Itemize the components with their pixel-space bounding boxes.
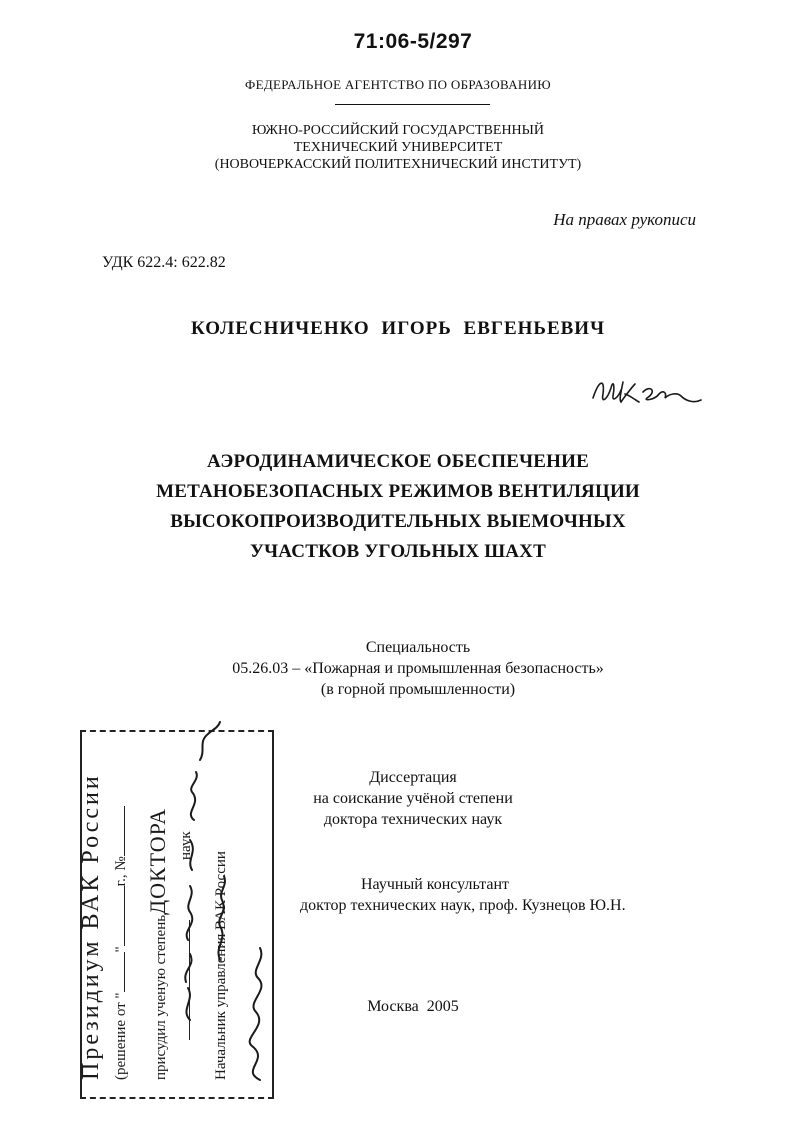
stamp-handwriting [70, 720, 280, 1100]
thesis-purpose: на соискание учёной степени [313, 790, 513, 807]
author-name: КОЛЕСНИЧЕНКО ИГОРЬ ЕВГЕНЬЕВИЧ [190, 318, 606, 339]
manuscript-note: На правах рукописи [553, 210, 696, 229]
stamp-decision-number-label: г., № [113, 856, 129, 887]
university-line-2: ТЕХНИЧЕСКИЙ УНИВЕРСИТЕТ [293, 140, 503, 155]
consultant-name: доктор технических наук, проф. Кузнецов Ю.Н. [300, 897, 626, 914]
stamp-decision-prefix: (решение от " [113, 992, 129, 1080]
udk-code: УДК 622.4: 622.82 [102, 254, 226, 271]
author-signature [585, 370, 705, 415]
stamp-field-suffix: наук [178, 831, 194, 860]
title-line-4: УЧАСТКОВ УГОЛЬНЫХ ШАХТ [250, 541, 546, 562]
university-line-1: ЮЖНО-РОССИЙСКИЙ ГОСУДАРСТВЕННЫЙ [252, 123, 544, 138]
vak-stamp [70, 720, 280, 1100]
agency-name: ФЕДЕРАЛЬНОЕ АГЕНТСТВО ПО ОБРАЗОВАНИЮ [245, 77, 551, 92]
stamp-degree-doctor: ДОКТОРА [145, 808, 170, 915]
title-line-3: ВЫСОКОПРОИЗВОДИТЕЛЬНЫХ ВЫЕМОЧНЫХ [170, 511, 626, 532]
stamp-degree-text: присудил ученую степень [153, 914, 169, 1080]
consultant-label: Научный консультант [361, 876, 509, 893]
archive-number: 71:06-5/297 [353, 30, 473, 53]
university-name [0, 122, 796, 173]
header-divider [335, 104, 490, 105]
stamp-line-presidium: Президиум ВАК России [78, 773, 104, 1080]
specialty-qualifier: (в горной промышленности) [320, 681, 516, 698]
title-line-2: МЕТАНОБЕЗОПАСНЫХ РЕЖИМОВ ВЕНТИЛЯЦИИ [156, 481, 640, 502]
university-line-3: (НОВОЧЕРКАССКИЙ ПОЛИТЕХНИЧЕСКИЙ ИНСТИТУТ) [214, 157, 582, 172]
thesis-type: Диссертация [369, 769, 457, 786]
specialty-label: Специальность [365, 639, 471, 656]
dissertation-title [0, 447, 796, 567]
thesis-degree: доктора технических наук [323, 811, 503, 828]
specialty-code: 05.26.03 – «Пожарная и промышленная безопасность» [232, 660, 604, 677]
title-line-1: АЭРОДИНАМИЧЕСКОЕ ОБЕСПЕЧЕНИЕ [206, 451, 589, 472]
stamp-line-head: Начальник управления ВАК России [213, 851, 229, 1080]
city-year: Москва 2005 [367, 998, 459, 1015]
specialty-block [0, 637, 796, 700]
stamp-decision-quote: " [113, 946, 129, 953]
